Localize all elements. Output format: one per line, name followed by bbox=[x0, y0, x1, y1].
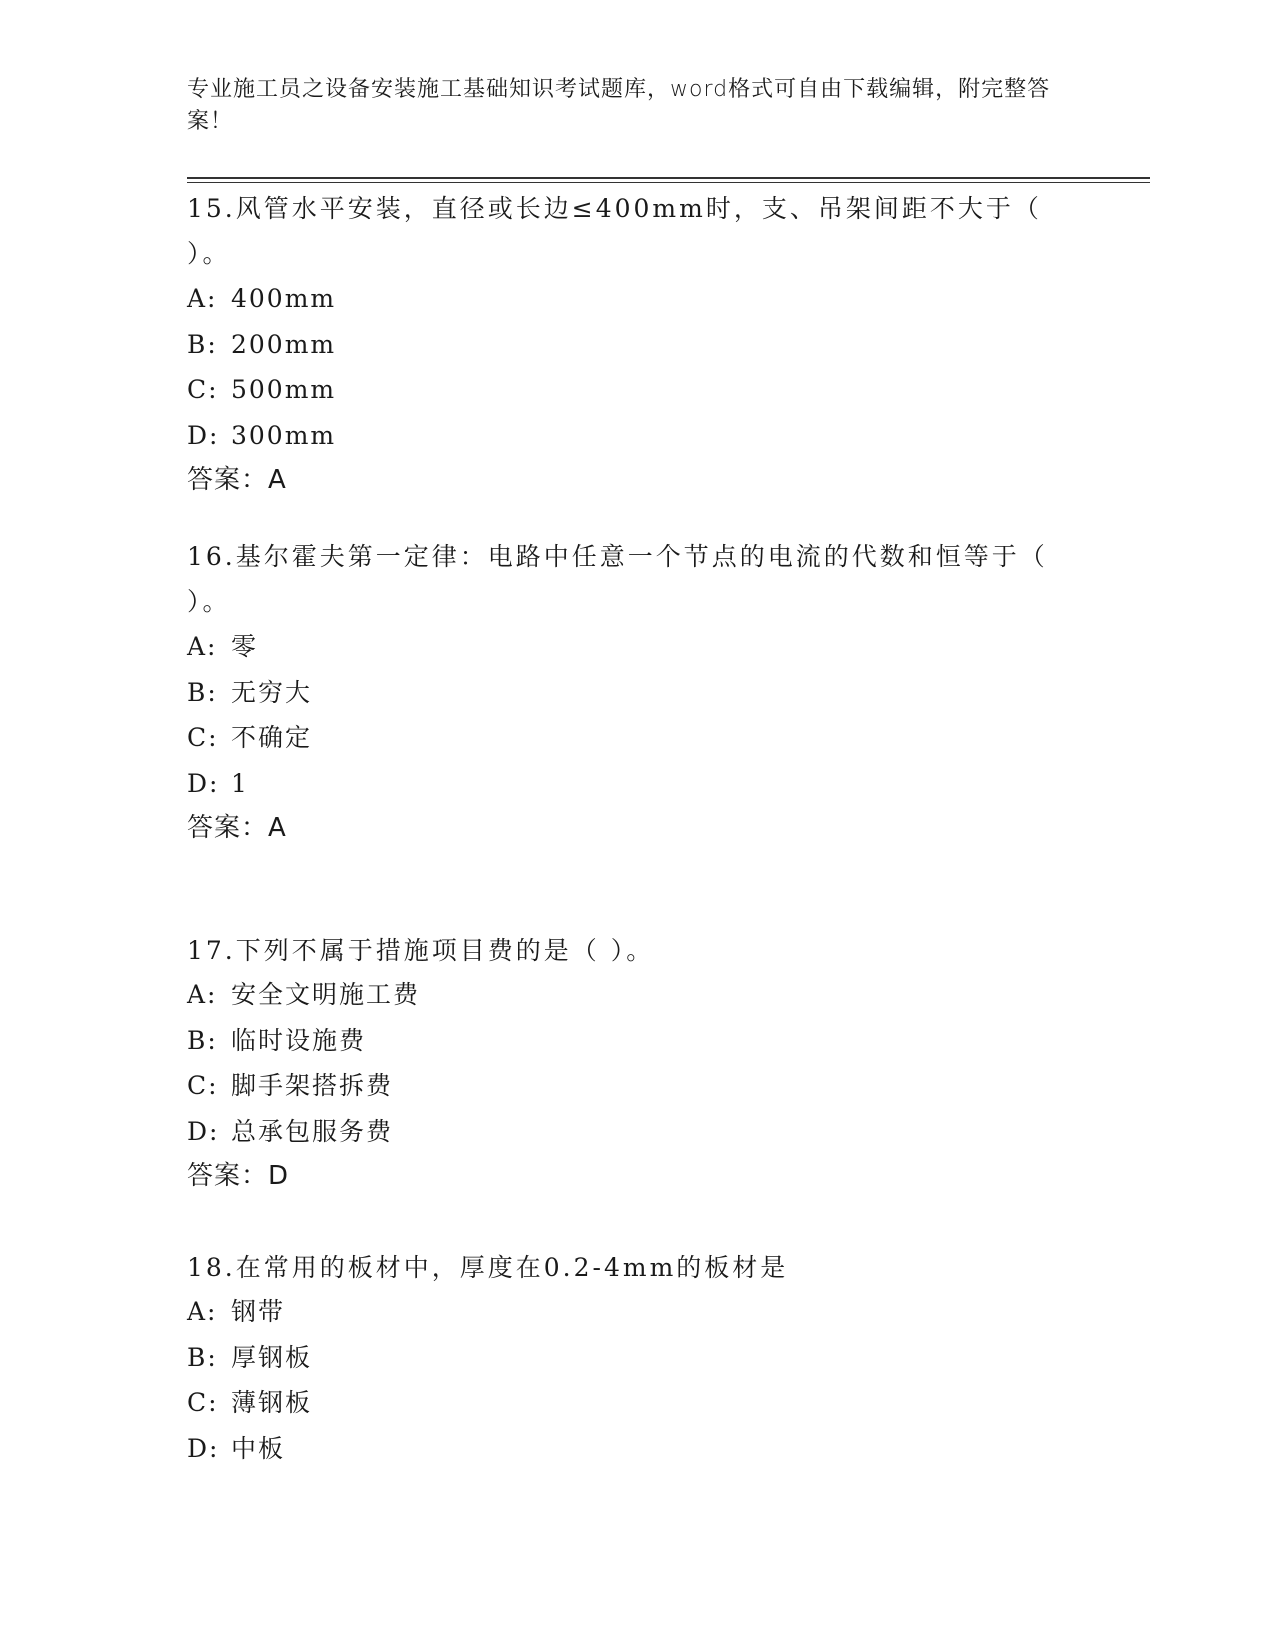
header-divider-top bbox=[187, 177, 1150, 179]
option-a bbox=[187, 276, 1067, 322]
option-c bbox=[187, 715, 1067, 761]
option-key: C: bbox=[187, 1388, 219, 1417]
option-c bbox=[187, 367, 1067, 413]
option-d bbox=[187, 413, 1067, 459]
option-text: 厚钢板 bbox=[231, 1342, 313, 1372]
question-stem: 17.下列不属于措施项目费的是（ ）。 bbox=[187, 936, 655, 965]
question-18 bbox=[187, 1245, 1067, 1471]
option-text: 零 bbox=[231, 632, 259, 661]
header-divider-bottom bbox=[187, 182, 1150, 183]
option-key: C: bbox=[187, 723, 219, 752]
option-text: 安全文明施工费 bbox=[231, 980, 421, 1009]
option-key: A: bbox=[187, 980, 218, 1009]
option-a bbox=[187, 1289, 1067, 1335]
option-text: 脚手架搭拆费 bbox=[231, 1071, 394, 1100]
option-key: B: bbox=[187, 677, 218, 707]
option-text: 400mm bbox=[231, 284, 337, 313]
option-key: C: bbox=[187, 375, 219, 404]
option-text: 无穷大 bbox=[231, 677, 313, 707]
option-b bbox=[187, 1335, 1067, 1381]
option-b bbox=[187, 322, 1067, 368]
option-key: B: bbox=[187, 1342, 218, 1372]
option-key: A: bbox=[187, 632, 218, 661]
option-text: 不确定 bbox=[231, 723, 313, 752]
option-key: D: bbox=[187, 420, 220, 450]
answer-label: 答案：A bbox=[187, 813, 287, 843]
option-key: A: bbox=[187, 284, 218, 313]
option-key: A: bbox=[187, 1297, 218, 1326]
option-text: 1 bbox=[231, 768, 249, 798]
option-text: 500mm bbox=[231, 375, 337, 404]
option-text: 钢带 bbox=[231, 1297, 286, 1326]
option-text: 中板 bbox=[231, 1433, 286, 1463]
option-text: 300mm bbox=[231, 420, 337, 450]
option-c bbox=[187, 1063, 1067, 1109]
option-text: 总承包服务费 bbox=[231, 1116, 394, 1146]
question-15 bbox=[187, 186, 1067, 502]
option-d bbox=[187, 1426, 1067, 1472]
question-16 bbox=[187, 534, 1067, 850]
option-key: D: bbox=[187, 1116, 220, 1146]
option-d bbox=[187, 1109, 1067, 1155]
option-text: 薄钢板 bbox=[231, 1388, 313, 1417]
option-c bbox=[187, 1380, 1067, 1426]
option-text: 200mm bbox=[231, 329, 337, 359]
answer-label: 答案：A bbox=[187, 465, 287, 495]
question-stem: 16.基尔霍夫第一定律：电路中任意一个节点的电流的代数和恒等于（ ）。 bbox=[187, 542, 1048, 616]
document-header: 专业施工员之设备安装施工基础知识考试题库，word格式可自由下载编辑，附完整答案！ bbox=[187, 77, 1051, 134]
option-b bbox=[187, 1018, 1067, 1064]
answer-label: 答案：D bbox=[187, 1161, 290, 1191]
option-key: C: bbox=[187, 1071, 219, 1100]
option-d bbox=[187, 761, 1067, 807]
question-stem: 18.在常用的板材中，厚度在0.2-4mm的板材是 bbox=[187, 1253, 789, 1282]
option-b bbox=[187, 670, 1067, 716]
option-a bbox=[187, 972, 1067, 1018]
option-key: B: bbox=[187, 329, 218, 359]
option-key: B: bbox=[187, 1025, 218, 1055]
option-key: D: bbox=[187, 1433, 220, 1463]
question-17 bbox=[187, 928, 1067, 1198]
option-a bbox=[187, 624, 1067, 670]
option-text: 临时设施费 bbox=[231, 1025, 367, 1055]
option-key: D: bbox=[187, 768, 220, 798]
question-stem: 15.风管水平安装，直径或长边≤400mm时，支、吊架间距不大于（ ）。 bbox=[187, 194, 1042, 268]
